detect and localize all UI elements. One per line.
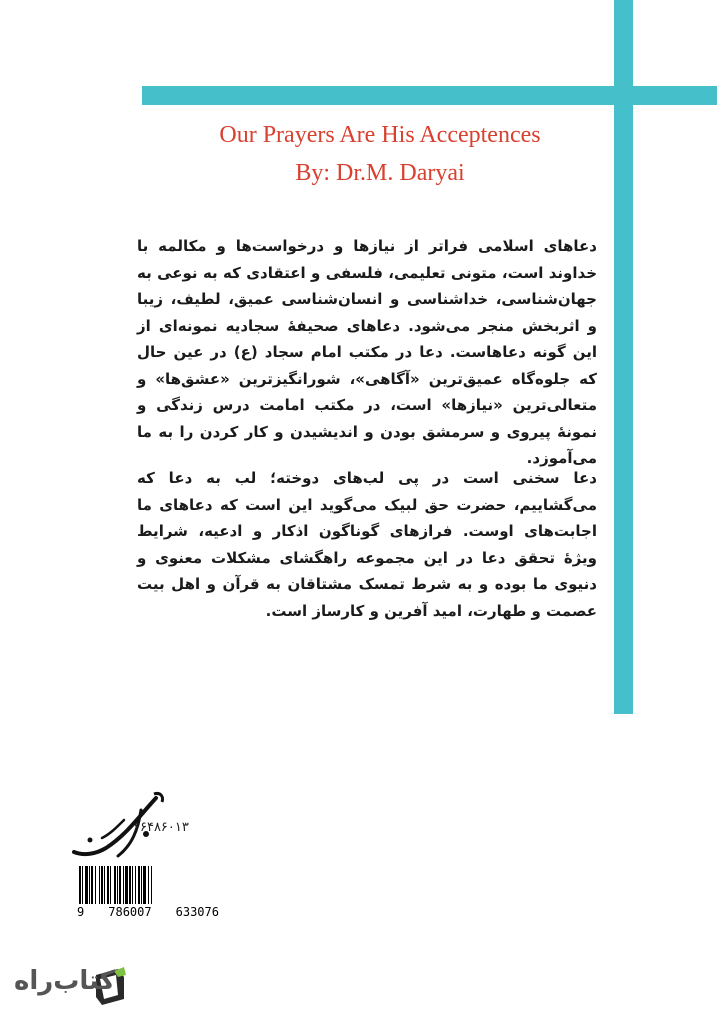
isbn-part-3: 633076 (175, 905, 219, 919)
barcode-bar (101, 866, 103, 904)
barcode-bar (132, 866, 133, 904)
barcode-bar (104, 866, 105, 904)
publisher-phone: ۶۶۴۸۶۰۱۳ (133, 820, 189, 835)
barcode-bar (138, 866, 140, 904)
barcode-bar (110, 866, 111, 904)
barcode-bar (85, 866, 88, 904)
barcode-bar (117, 866, 118, 904)
barcode-bar (79, 866, 81, 904)
barcode-bar (125, 866, 128, 904)
cross-horizontal-bar (142, 86, 717, 105)
isbn-number (75, 905, 221, 919)
barcode-bar (119, 866, 121, 904)
author-english: By: Dr.M. Daryai (295, 160, 465, 186)
isbn-part-1: 9 (77, 905, 85, 919)
ketabrah-brand-text: کتاب‌راه (14, 966, 115, 996)
barcode-bar (114, 866, 116, 904)
barcode-bar (129, 866, 131, 904)
barcode-bar (135, 866, 136, 904)
barcode-bar (89, 866, 90, 904)
cross-vertical-bar (614, 0, 633, 714)
barcode-bar (107, 866, 109, 904)
description-paragraph-1: دعاهای اسلامی فراتر از نیازها و درخواست‌ها و مکالمه با خداوند است، متونی تعلیمی، فلسفی و اعتقادی که به نوعی به جهان‌شناسی، خداشناسی و انسان‌شناسی عمیق، لطیف، زیبا و اثربخش منجر می‌شود. دعاهای صحیفهٔ سجادیه نمونه‌ای از این گونه دعاهاست. دعا در مکتب امام سجاد (ع) در عین حال که جلوه‌گاه عمیق‌ترین «آگاهی»، شورانگیزترین «عشق‌ها» و متعالی‌ترین «نیازها» است، در مکتب امامت درس زندگی و نمونهٔ پیروی و سرمشق بودن و اندیشیدن و کار کردن را به ما می‌آموزد. (137, 237, 597, 467)
barcode-bar (143, 866, 146, 904)
book-title-english: Our Prayers Are His Acceptences (219, 122, 541, 148)
barcode-bar (141, 866, 142, 904)
barcode-bar (148, 866, 149, 904)
description-paragraph-2: دعا سخنی است در پی لب‌های دوخته؛ لب به دعا که می‌گشاییم، حضرت حق لبیک می‌گوید این است که دعاهای ما اجابت‌های اوست. فرازهای گوناگون اذکار و ادعیه، شرایط ویژهٔ تحقق دعا در این مجموعه راهگشای مشکلات معنوی و دنیوی ما بوده و به شرط تمسک مشتاقان به قرآن و اهل بیت عصمت و طهارت، امید آفرین و کارساز است. (137, 469, 597, 620)
barcode-bar (95, 866, 96, 904)
isbn-part-2: 786007 (108, 905, 152, 919)
barcode-bar (91, 866, 93, 904)
barcode-bar (82, 866, 83, 904)
barcode-bar (123, 866, 124, 904)
barcode-bar (99, 866, 100, 904)
barcode-bar (151, 866, 152, 904)
